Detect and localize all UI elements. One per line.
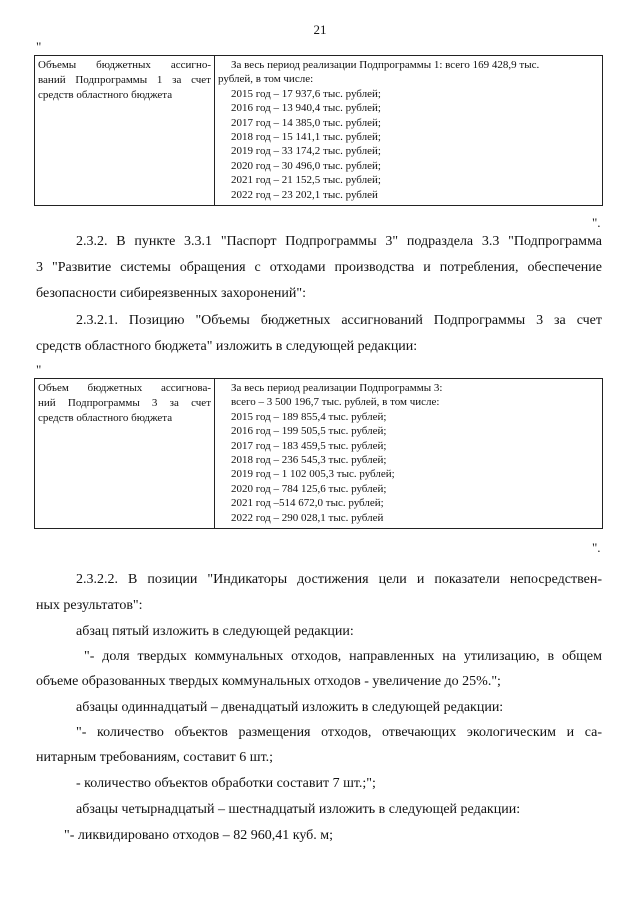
year-line: 2018 год – 236 545,3 тыс. рублей;: [231, 454, 387, 467]
close-quote: ".: [592, 540, 601, 555]
quote-abzac-11-line: "- количество объектов размещения отходов, отвечающих экологическим и са-: [76, 725, 602, 740]
label-line: Объем бюджетных ассигнова-: [38, 382, 211, 394]
paragraph-2-3-2-line: 2.3.2. В пункте 3.3.1 "Паспорт Подпрограммы 3" подраздела 3.3 "Подпрограмма: [76, 234, 602, 249]
table-value-cell: [215, 379, 603, 529]
close-quote: ".: [592, 215, 601, 230]
year-line: 2017 год – 14 385,0 тыс. рублей;: [231, 116, 381, 129]
budget-table-subprogram-3: [34, 378, 603, 529]
instruction-abzac-11-12: абзацы одиннадцатый – двенадцатый изложить в следующей редакции:: [76, 700, 504, 715]
quote-abzac-11-line: нитарным требованиям, составит 6 шт.;: [36, 750, 274, 765]
value-intro-line: всего – 3 500 196,7 тыс. рублей, в том числе:: [231, 396, 440, 409]
year-line: 2019 год – 1 102 005,3 тыс. рублей;: [231, 468, 395, 481]
paragraph-2-3-2-2-line: 2.3.2.2. В позиции "Индикаторы достижения цели и показатели непосредствен-: [76, 572, 602, 587]
paragraph-2-3-2-line: 3 "Развитие системы обращения с отходами производства и потребления, обеспечение: [36, 260, 602, 275]
label-line: ний Подпрограммы 3 за счет: [38, 397, 211, 409]
year-line: 2018 год – 15 141,1 тыс. рублей;: [231, 131, 381, 144]
label-line: средств областного бюджета: [38, 89, 173, 101]
value-intro-line: рублей, в том числе:: [218, 73, 314, 86]
paragraph-2-3-2-1-line: средств областного бюджета" изложить в следующей редакции:: [36, 339, 418, 354]
paragraph-2-3-2-line: безопасности сибиреязвенных захоронений":: [36, 286, 306, 301]
quote-abzac-12: - количество объектов обработки составит 7 шт.;";: [76, 776, 376, 791]
table-label-cell: [35, 379, 215, 529]
year-line: 2021 год –514 672,0 тыс. рублей;: [231, 497, 384, 510]
page-number: 21: [313, 22, 327, 37]
paragraph-2-3-2-2-line: ных результатов":: [36, 598, 143, 613]
table-label-cell: [35, 56, 215, 206]
label-line: средств областного бюджета: [38, 412, 173, 424]
year-line: 2015 год – 17 937,6 тыс. рублей;: [231, 87, 381, 100]
label-line: ваний Подпрограммы 1 за счет: [38, 74, 211, 86]
year-line: 2022 год – 23 202,1 тыс. рублей: [231, 188, 378, 201]
year-line: 2017 год – 183 459,5 тыс. рублей;: [231, 439, 387, 452]
open-quote: ": [36, 362, 42, 377]
year-line: 2015 год – 189 855,4 тыс. рублей;: [231, 410, 387, 423]
year-line: 2016 год – 199 505,5 тыс. рублей;: [231, 425, 387, 438]
table-value-cell: [215, 56, 603, 206]
year-line: 2020 год – 784 125,6 тыс. рублей;: [231, 482, 387, 495]
year-line: 2019 год – 33 174,2 тыс. рублей;: [231, 145, 381, 158]
instruction-abzac-5: абзац пятый изложить в следующей редакции:: [76, 624, 354, 639]
label-line: Объемы бюджетных ассигно-: [38, 59, 211, 71]
budget-table-subprogram-1: [34, 55, 603, 206]
quote-abzac-14: "- ликвидировано отходов – 82 960,41 куб. м;: [64, 828, 334, 843]
year-line: 2021 год – 21 152,5 тыс. рублей;: [231, 174, 381, 187]
value-intro-line: За весь период реализации Подпрограммы 1: всего 169 428,9 тыс.: [231, 59, 540, 71]
quote-abzac-5-line: "- доля твердых коммунальных отходов, направленных на утилизацию, в общем: [84, 649, 602, 664]
open-quote: ": [36, 39, 42, 54]
instruction-abzac-14-16: абзацы четырнадцатый – шестнадцатый изложить в следующей редакции:: [76, 802, 521, 817]
value-intro-line: За весь период реализации Подпрограммы 3:: [231, 382, 443, 394]
year-line: 2022 год – 290 028,1 тыс. рублей: [231, 511, 384, 524]
year-line: 2020 год – 30 496,0 тыс. рублей;: [231, 159, 381, 172]
quote-abzac-5-line: объеме образованных твердых коммунальных отходов - увеличение до 25%.";: [36, 674, 501, 689]
year-line: 2016 год – 13 940,4 тыс. рублей;: [231, 102, 381, 115]
paragraph-2-3-2-1-line: 2.3.2.1. Позицию "Объемы бюджетных ассигнований Подпрограммы 3 за счет: [76, 313, 602, 328]
